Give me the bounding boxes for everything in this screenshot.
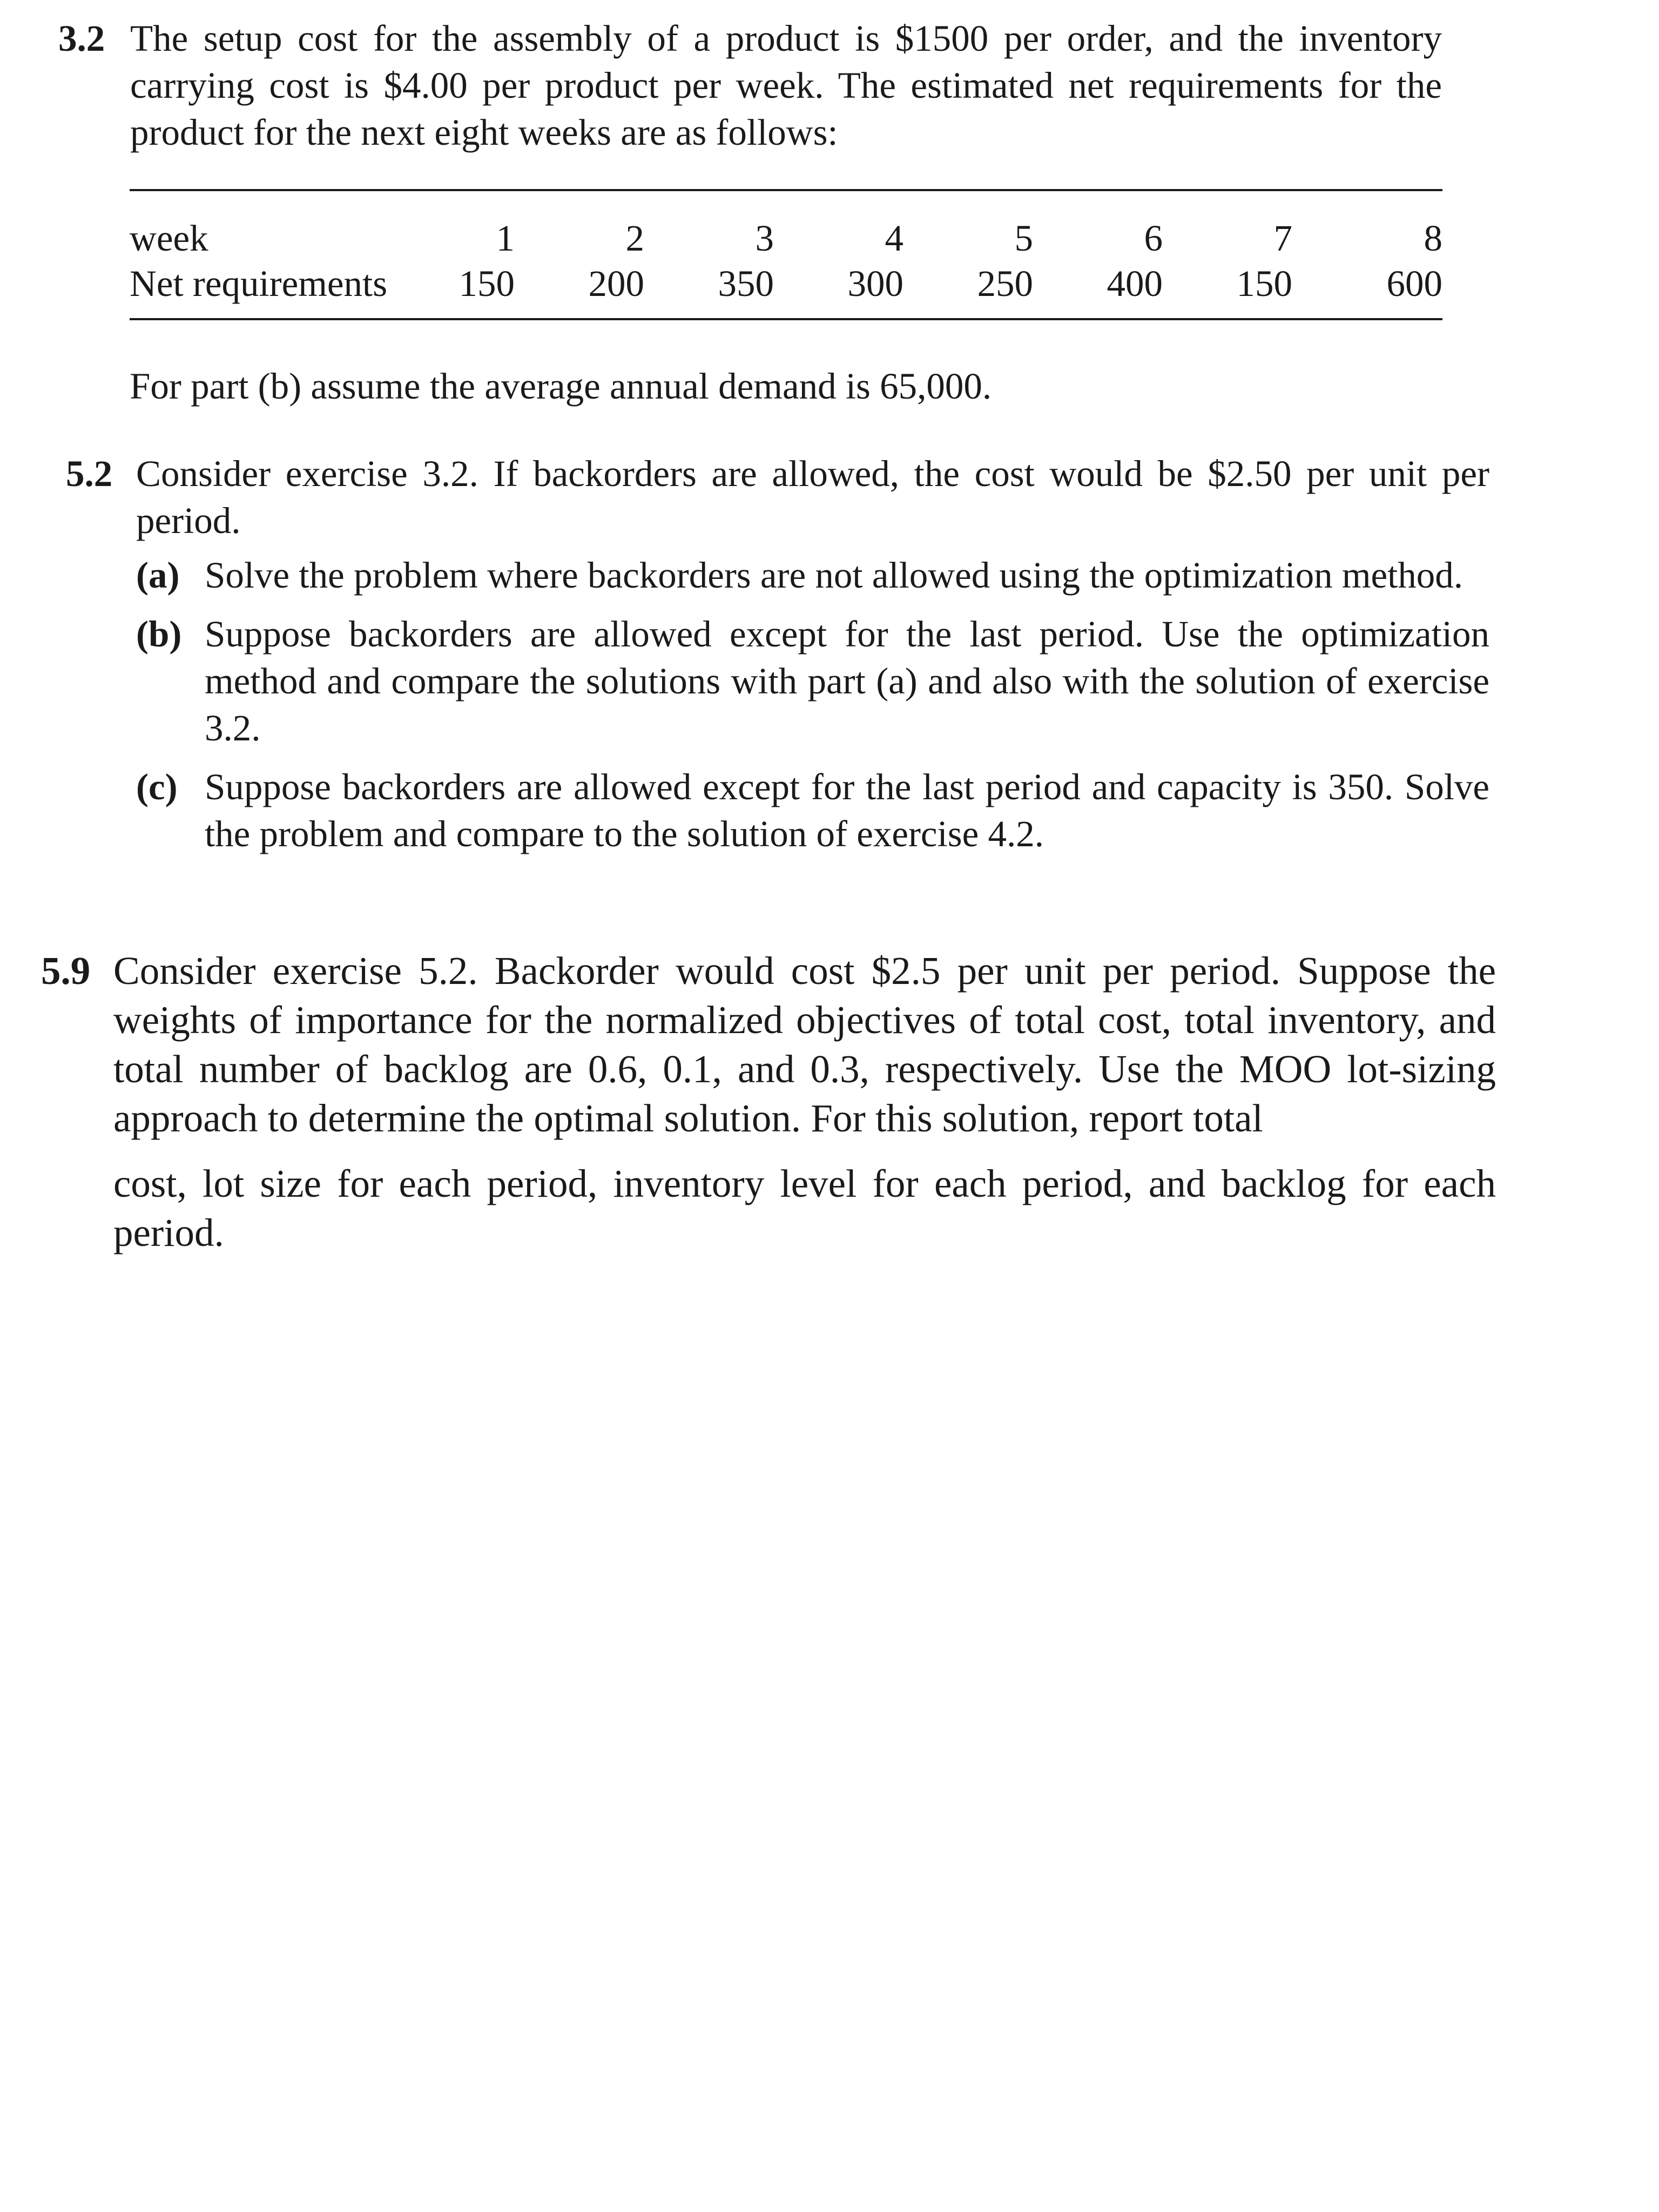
table-row-net-requirements — [130, 260, 1442, 307]
table-cell: 150 — [458, 263, 515, 304]
problem-part-b — [136, 611, 1489, 752]
table-cell: 6 — [1144, 218, 1163, 259]
problem-number: 3.2 — [58, 18, 105, 59]
part-label: (b) — [136, 613, 182, 655]
text-gap — [113, 1143, 1496, 1159]
table-cell: 5 — [1014, 218, 1033, 259]
problem-part-c — [136, 764, 1489, 858]
table-cell: 3 — [755, 218, 774, 259]
problem-5-2 — [66, 450, 1489, 858]
table-cell: 250 — [977, 263, 1033, 304]
table-cell: 350 — [718, 263, 774, 304]
problem-3-2 — [58, 15, 1442, 156]
problem-number: 5.2 — [66, 453, 113, 494]
problem-text: The setup cost for the assembly of a product is $1500 per order, and the inventory carrying cost is $4.00 per product per week. The estimated net requirements for the product for the next eight weeks are as follows: — [130, 18, 1442, 153]
table-cell: 400 — [1107, 263, 1163, 304]
table-cell: 1 — [496, 218, 515, 259]
problem-text-part-1: Consider exercise 5.2. Backorder would cost $2.5 per unit per period. Suppose the weights of importance for the normalized objectives of total cost, total inventory, and total number of backlog are 0.6, 0.1, and 0.3, respectively. Use the MOO lot-sizing approach to determine the optimal solution. For this solution, report total — [113, 949, 1496, 1140]
table-row-week — [130, 215, 1442, 262]
part-text: Suppose backorders are allowed except for the last period and capacity is 350. Solve the problem and compare to the solution of exercise 4.2. — [205, 766, 1489, 854]
part-label: (c) — [136, 766, 178, 807]
part-b-note: For part (b) assume the average annual demand is 65,000. — [130, 366, 992, 407]
table-cell: 7 — [1273, 218, 1292, 259]
problem-text-part-2: cost, lot size for each period, inventory level for each period, and backlog for each period. — [113, 1162, 1496, 1255]
problem-body — [136, 450, 1489, 858]
part-text: Suppose backorders are allowed except for the last period. Use the optimization method and compare the solutions with part (a) and also with the solution of exercise 3.2. — [205, 613, 1489, 748]
problem-text — [113, 946, 1496, 1257]
table-cell: 300 — [847, 263, 903, 304]
table-cell: 4 — [885, 218, 903, 259]
part-text: Solve the problem where backorders are not allowed using the optimization method. — [205, 555, 1464, 596]
problem-text: Consider exercise 3.2. If backorders are allowed, the cost would be $2.50 per unit per period. — [136, 453, 1489, 541]
table-cell: 200 — [588, 263, 644, 304]
problem-5-9 — [41, 946, 1496, 1257]
table-cell: 150 — [1236, 263, 1292, 304]
row-label-net-requirements: Net requirements — [130, 263, 388, 304]
row-label-week: week — [130, 218, 208, 259]
table-cell: 8 — [1424, 218, 1442, 259]
problem-number: 5.9 — [41, 949, 91, 993]
part-label: (a) — [136, 555, 180, 596]
table-cell: 600 — [1386, 263, 1442, 304]
problem-part-a — [136, 552, 1489, 599]
table-cell: 2 — [625, 218, 644, 259]
net-requirements-table — [130, 189, 1442, 320]
